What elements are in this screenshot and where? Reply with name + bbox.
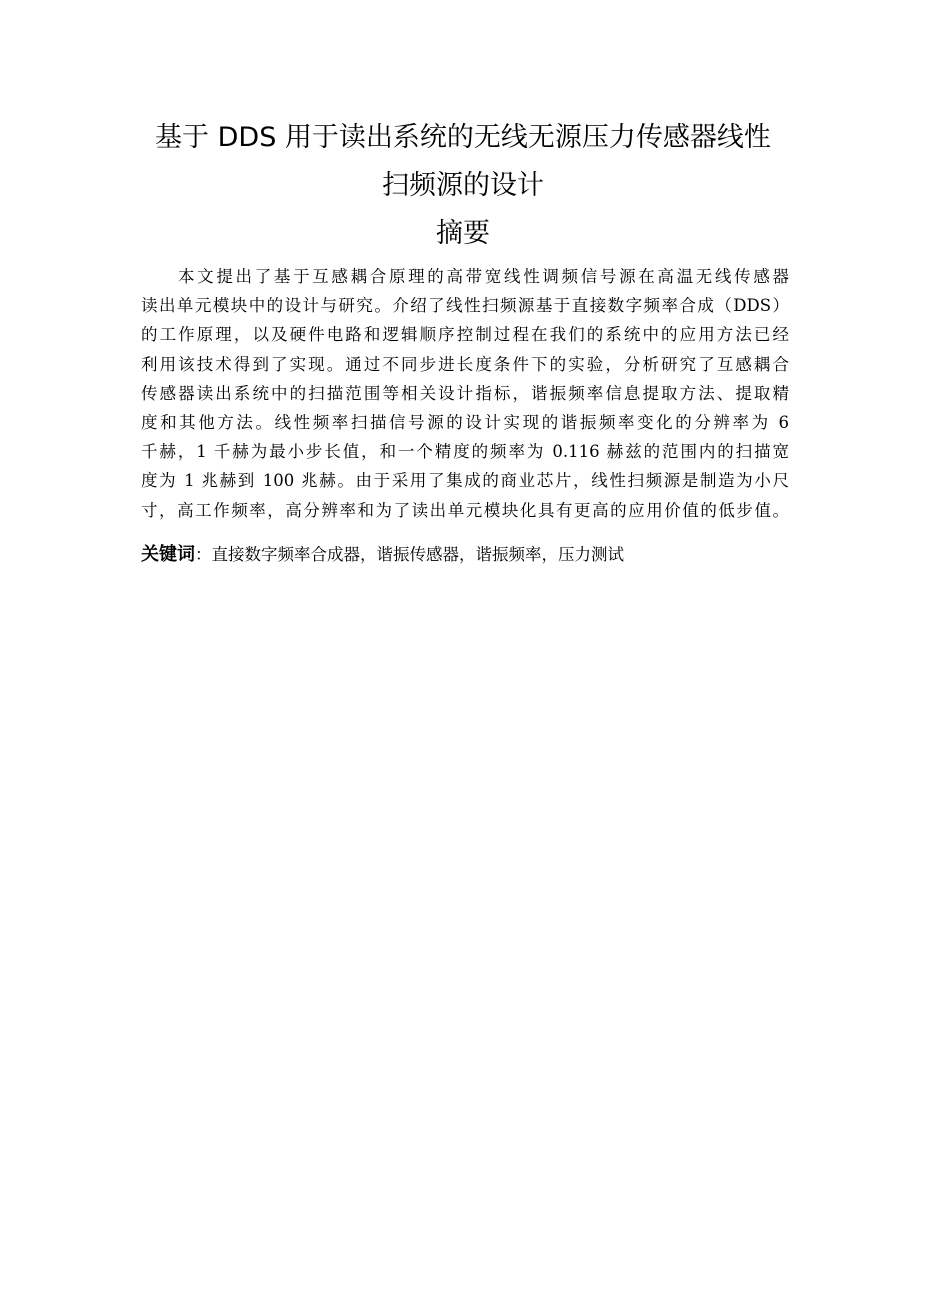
keywords-text: 直接数字频率合成器，谐振传感器，谐振频率，压力测试 [211, 545, 624, 564]
abstract-line: 本文提出了基于互感耦合原理的高带宽线性调频信号源在高温无线传感器 [178, 267, 789, 286]
abstract-line: 读出单元模块中的设计与研究。介绍了线性扫频源基于直接数字频率合成（DDS） [141, 296, 789, 316]
abstract-line: 寸，高工作频率，高分辨率和为了读出单元模块化具有更高的应用价值的低步值。 [141, 500, 789, 520]
paper-title-line-1: 基于 DDS 用于读出系统的无线无源压力传感器线性 [155, 122, 771, 153]
keywords-label: 关键词 [141, 544, 195, 565]
paper-title-line-2: 扫频源的设计 [382, 170, 544, 201]
keywords-separator: ： [195, 545, 212, 564]
abstract-heading: 摘要 [436, 218, 490, 249]
abstract-line: 度和其他方法。线性频率扫描信号源的设计实现的谐振频率变化的分辨率为 6 [141, 412, 789, 432]
abstract-body [141, 262, 789, 525]
abstract-line: 千赫，1 千赫为最小步长值，和一个精度的频率为 0.116 赫兹的范围内的扫描宽 [141, 442, 789, 462]
abstract-line: 的工作原理，以及硬件电路和逻辑顺序控制过程在我们的系统中的应用方法已经 [141, 325, 789, 345]
abstract-line: 传感器读出系统中的扫描范围等相关设计指标，谐振频率信息提取方法、提取精 [141, 383, 789, 403]
keywords-line [141, 540, 789, 569]
abstract-line: 利用该技术得到了实现。通过不同步进长度条件下的实验，分析研究了互感耦合 [141, 354, 789, 374]
abstract-line: 度为 1 兆赫到 100 兆赫。由于采用了集成的商业芯片，线性扫频源是制造为小尺 [141, 471, 789, 491]
